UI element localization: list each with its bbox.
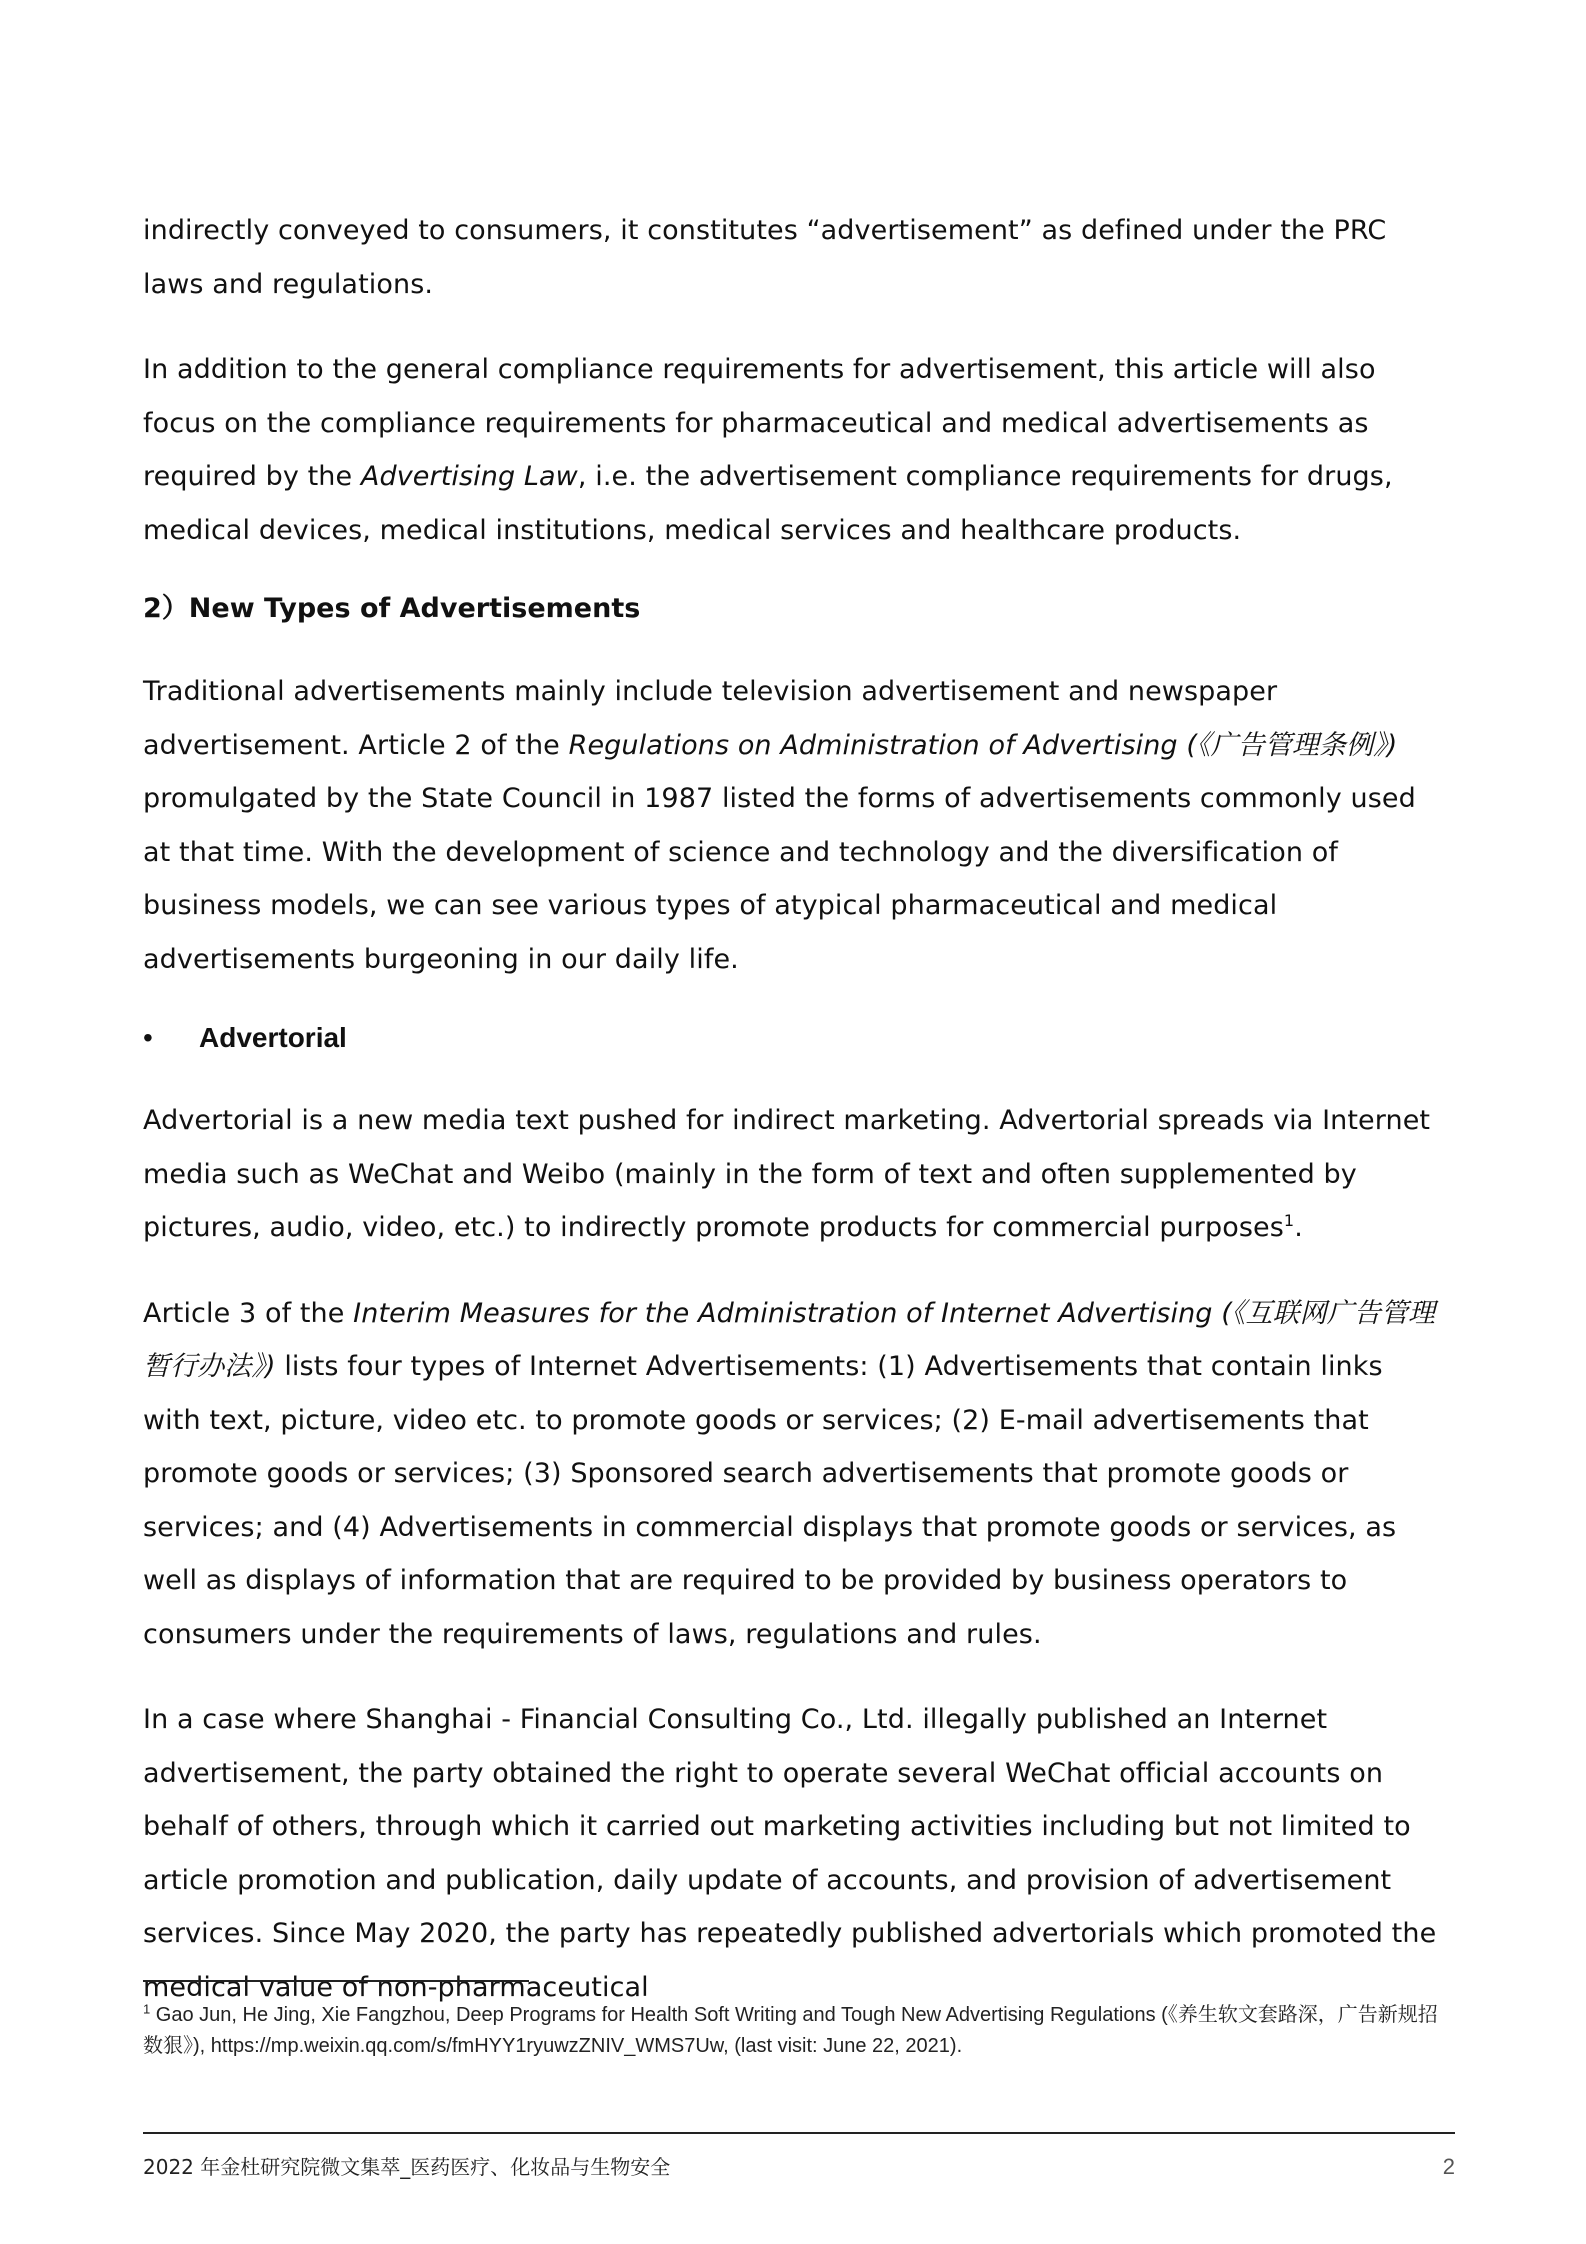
paragraph-text: lists four types of Internet Advertisements: (1) Advertisements that contain links with text, picture, video etc. to promote goods or services; (2) E-mail advertisements that promote goods or services; (3) Sponsored search advertisements that promote goods or services; and (4) Advertisements in commercial displays that promote goods or services, as well as displays of information that are required to be provided by business operators to consumers under the requirements of laws, regulations and rules. — [143, 1351, 1397, 1650]
paragraph-text: . — [1294, 1212, 1303, 1243]
paragraph-text: Traditional advertisements mainly include television advertisement and newspaper advertisement. Article 2 of the — [143, 676, 1278, 761]
footnote-divider — [143, 1980, 529, 1982]
paragraph-continued: indirectly conveyed to consumers, it constitutes “advertisement” as defined under the PRC laws and regulations. — [143, 215, 1387, 300]
paragraph-advertising-law — [143, 343, 1443, 557]
footnote — [143, 2000, 1443, 2062]
paragraph-advertorial — [143, 1094, 1443, 1255]
paragraph-internet-measures — [143, 1287, 1443, 1662]
paragraph-text: promulgated by the State Council in 1987 listed the forms of advertisements commonly used at that time. With the development of science and technology and the diversification of business models, we can see various types of atypical pharmaceutical and medical advertisements burgeoning in our daily life. — [143, 783, 1416, 975]
bullet-icon: • — [143, 1022, 153, 1053]
paragraph-case: In a case where Shanghai - Financial Consulting Co., Ltd. illegally published an Internet advertisement, the party obtained the right to operate several WeChat official accounts on behalf of others, through which it carried out marketing activities including but not limited to article promotion and publication, daily update of accounts, and provision of advertisement services. Since May 2020, the party has repeatedly published advertorials which promoted the medical value of non-pharmaceutical — [143, 1704, 1437, 2003]
paragraph-text: , i.e. the advertisement compliance requirements for drugs, medical devices, medical institutions, medical services and healthcare products. — [143, 461, 1393, 546]
paragraph-text: Advertorial is a new media text pushed for indirect marketing. Advertorial spreads via Internet media such as WeChat and Weibo (mainly in the form of text and often supplemented by pictures, audio, video, etc.) to indirectly promote products for commercial purposes — [143, 1105, 1431, 1243]
main-content — [143, 204, 1443, 2046]
footer-divider — [143, 2132, 1455, 2134]
footnote-reference[interactable]: 1 — [1283, 1211, 1295, 1230]
bullet-heading-label: Advertorial — [199, 1022, 347, 1053]
footnote-number: 1 — [143, 2001, 151, 2017]
paragraph-traditional-ads — [143, 665, 1443, 986]
bullet-heading — [143, 1018, 1443, 1058]
regulation-title: Regulations on Administration of Advertising (《广告管理条例》) — [568, 729, 1398, 761]
measures-title: Interim Measures for the Administration of Internet Advertising (《互联网广告管理暂行办法》) — [143, 1297, 1436, 1382]
page-number: 2 — [1442, 2154, 1455, 2179]
footer-title: 2022 年金杜研究院微文集萃_医药医疗、化妆品与生物安全 — [143, 2155, 671, 2179]
section-heading: 2）New Types of Advertisements — [143, 593, 641, 624]
paragraph-text: Article 3 of the — [143, 1297, 354, 1329]
paragraph-text: In addition to the general compliance requirements for advertisement, this article will also focus on the compliance requirements for pharmaceutical and medical advertisements as required by the — [143, 354, 1376, 492]
footnote-text: Gao Jun, He Jing, Xie Fangzhou, Deep Programs for Health Soft Writing and Tough New Advertising Regulations (《养生软文套路深，广告新规招数狠》), https://mp.weixin.qq.com/s/fmHYY1ryuwzZNIV_WMS7Uw, (last visit: June 22, 2021). — [143, 2004, 1438, 2057]
law-title: Advertising Law — [360, 461, 578, 492]
